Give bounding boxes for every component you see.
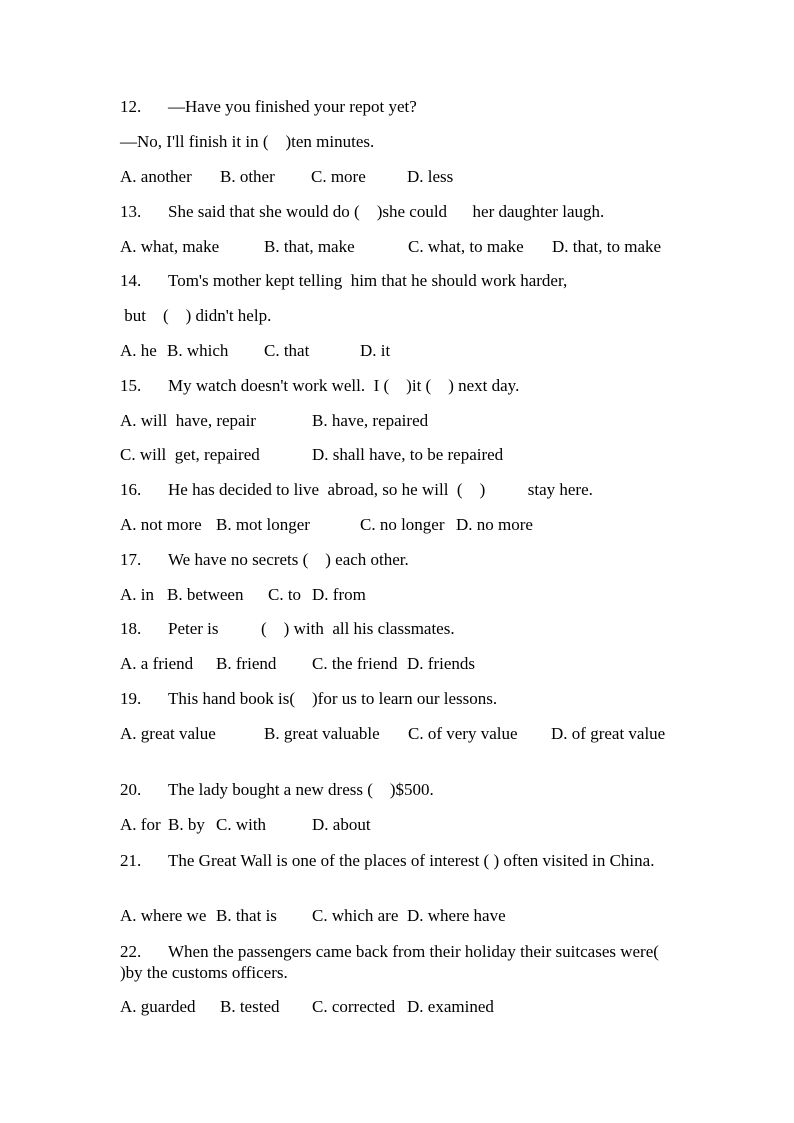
question-stem: My watch doesn't work well. I ( )it ( ) next day. bbox=[168, 376, 520, 395]
question-number: 18. bbox=[120, 619, 142, 638]
question-stem: When the passengers came back from their holiday their suitcases were( )by the customs officers. bbox=[120, 942, 659, 982]
option-a: A. he bbox=[120, 341, 157, 360]
question-number: 12. bbox=[120, 97, 142, 116]
question-21 bbox=[120, 850, 668, 871]
option-b: B. great valuable bbox=[264, 724, 380, 743]
option-d: D. no more bbox=[456, 515, 533, 534]
option-d: D. from bbox=[312, 585, 366, 604]
option-d: D. about bbox=[312, 815, 371, 834]
option-b: B. have, repaired bbox=[312, 411, 429, 430]
question-14-stem-line2: but ( ) didn't help. bbox=[120, 306, 272, 325]
question-13-options bbox=[120, 237, 661, 257]
question-20 bbox=[120, 780, 434, 800]
option-a: A. a friend bbox=[120, 654, 194, 673]
question-17 bbox=[120, 550, 409, 570]
option-a: A. what, make bbox=[120, 237, 220, 256]
question-stem: Tom's mother kept telling him that he should work harder, bbox=[168, 271, 568, 290]
option-d: D. of great value bbox=[551, 724, 666, 743]
question-21-options bbox=[120, 906, 506, 926]
option-a: A. in bbox=[120, 585, 154, 604]
option-b: B. by bbox=[168, 815, 205, 834]
option-c: C. corrected bbox=[312, 997, 396, 1016]
question-12 bbox=[120, 97, 417, 117]
option-a: A. where we bbox=[120, 906, 207, 925]
question-15-options-row2 bbox=[120, 445, 503, 465]
option-d: D. it bbox=[360, 341, 391, 360]
option-c: C. of very value bbox=[408, 724, 518, 743]
question-16-options bbox=[120, 515, 533, 535]
question-number: 13. bbox=[120, 202, 142, 221]
option-c: C. which are bbox=[312, 906, 399, 925]
question-15-options-row1 bbox=[120, 411, 428, 431]
question-19-options bbox=[120, 724, 665, 744]
question-18 bbox=[120, 619, 455, 639]
option-a: A. another bbox=[120, 167, 192, 186]
question-number: 19. bbox=[120, 689, 142, 708]
question-12-options bbox=[120, 167, 453, 187]
option-b: B. tested bbox=[220, 997, 280, 1016]
question-stem: He has decided to live abroad, so he will ( ) stay here. bbox=[168, 480, 593, 499]
option-b: B. which bbox=[167, 341, 229, 360]
question-22 bbox=[120, 941, 668, 983]
option-a: A. will have, repair bbox=[120, 411, 256, 430]
option-a: A. guarded bbox=[120, 997, 196, 1016]
option-c: C. will get, repaired bbox=[120, 445, 260, 464]
question-22-options bbox=[120, 997, 494, 1017]
question-18-options bbox=[120, 654, 475, 674]
question-number: 22. bbox=[120, 942, 142, 961]
option-b: B. other bbox=[220, 167, 275, 186]
question-20-options bbox=[120, 815, 371, 835]
question-14 bbox=[120, 271, 567, 291]
question-19 bbox=[120, 689, 497, 709]
option-c: C. to bbox=[268, 585, 302, 604]
option-d: D. less bbox=[407, 167, 454, 186]
question-15 bbox=[120, 376, 519, 396]
question-stem: The Great Wall is one of the places of interest ( ) often visited in China. bbox=[168, 851, 655, 870]
option-b: B. mot longer bbox=[216, 515, 310, 534]
question-number: 15. bbox=[120, 376, 142, 395]
question-number: 14. bbox=[120, 271, 142, 290]
question-stem: —Have you finished your repot yet? bbox=[168, 97, 417, 116]
option-d: D. examined bbox=[407, 997, 494, 1016]
option-c: C. that bbox=[264, 341, 310, 360]
question-14-options bbox=[120, 341, 390, 361]
question-number: 20. bbox=[120, 780, 142, 799]
option-a: A. great value bbox=[120, 724, 216, 743]
option-c: C. the friend bbox=[312, 654, 398, 673]
question-stem: The lady bought a new dress ( )$500. bbox=[168, 780, 434, 799]
option-c: C. with bbox=[216, 815, 267, 834]
option-b: B. between bbox=[167, 585, 244, 604]
option-c: C. what, to make bbox=[408, 237, 524, 256]
option-c: C. no longer bbox=[360, 515, 445, 534]
question-stem: We have no secrets ( ) each other. bbox=[168, 550, 409, 569]
option-d: D. that, to make bbox=[552, 237, 662, 256]
option-c: C. more bbox=[311, 167, 366, 186]
question-12-stem-line2: —No, I'll finish it in ( )ten minutes. bbox=[120, 132, 375, 151]
option-b: B. that is bbox=[216, 906, 277, 925]
option-d: D. where have bbox=[407, 906, 506, 925]
option-b: B. that, make bbox=[264, 237, 355, 256]
question-16 bbox=[120, 480, 593, 500]
option-d: D. friends bbox=[407, 654, 475, 673]
option-d: D. shall have, to be repaired bbox=[312, 445, 504, 464]
option-a: A. for bbox=[120, 815, 161, 834]
question-stem: This hand book is( )for us to learn our lessons. bbox=[168, 689, 498, 708]
question-stem: Peter is ( ) with all his classmates. bbox=[168, 619, 455, 638]
question-number: 21. bbox=[120, 851, 142, 870]
option-b: B. friend bbox=[216, 654, 277, 673]
question-13 bbox=[120, 202, 604, 222]
question-stem: She said that she would do ( )she could her daughter laugh. bbox=[168, 202, 605, 221]
option-a: A. not more bbox=[120, 515, 202, 534]
question-number: 16. bbox=[120, 480, 142, 499]
question-number: 17. bbox=[120, 550, 142, 569]
question-17-options bbox=[120, 585, 366, 605]
